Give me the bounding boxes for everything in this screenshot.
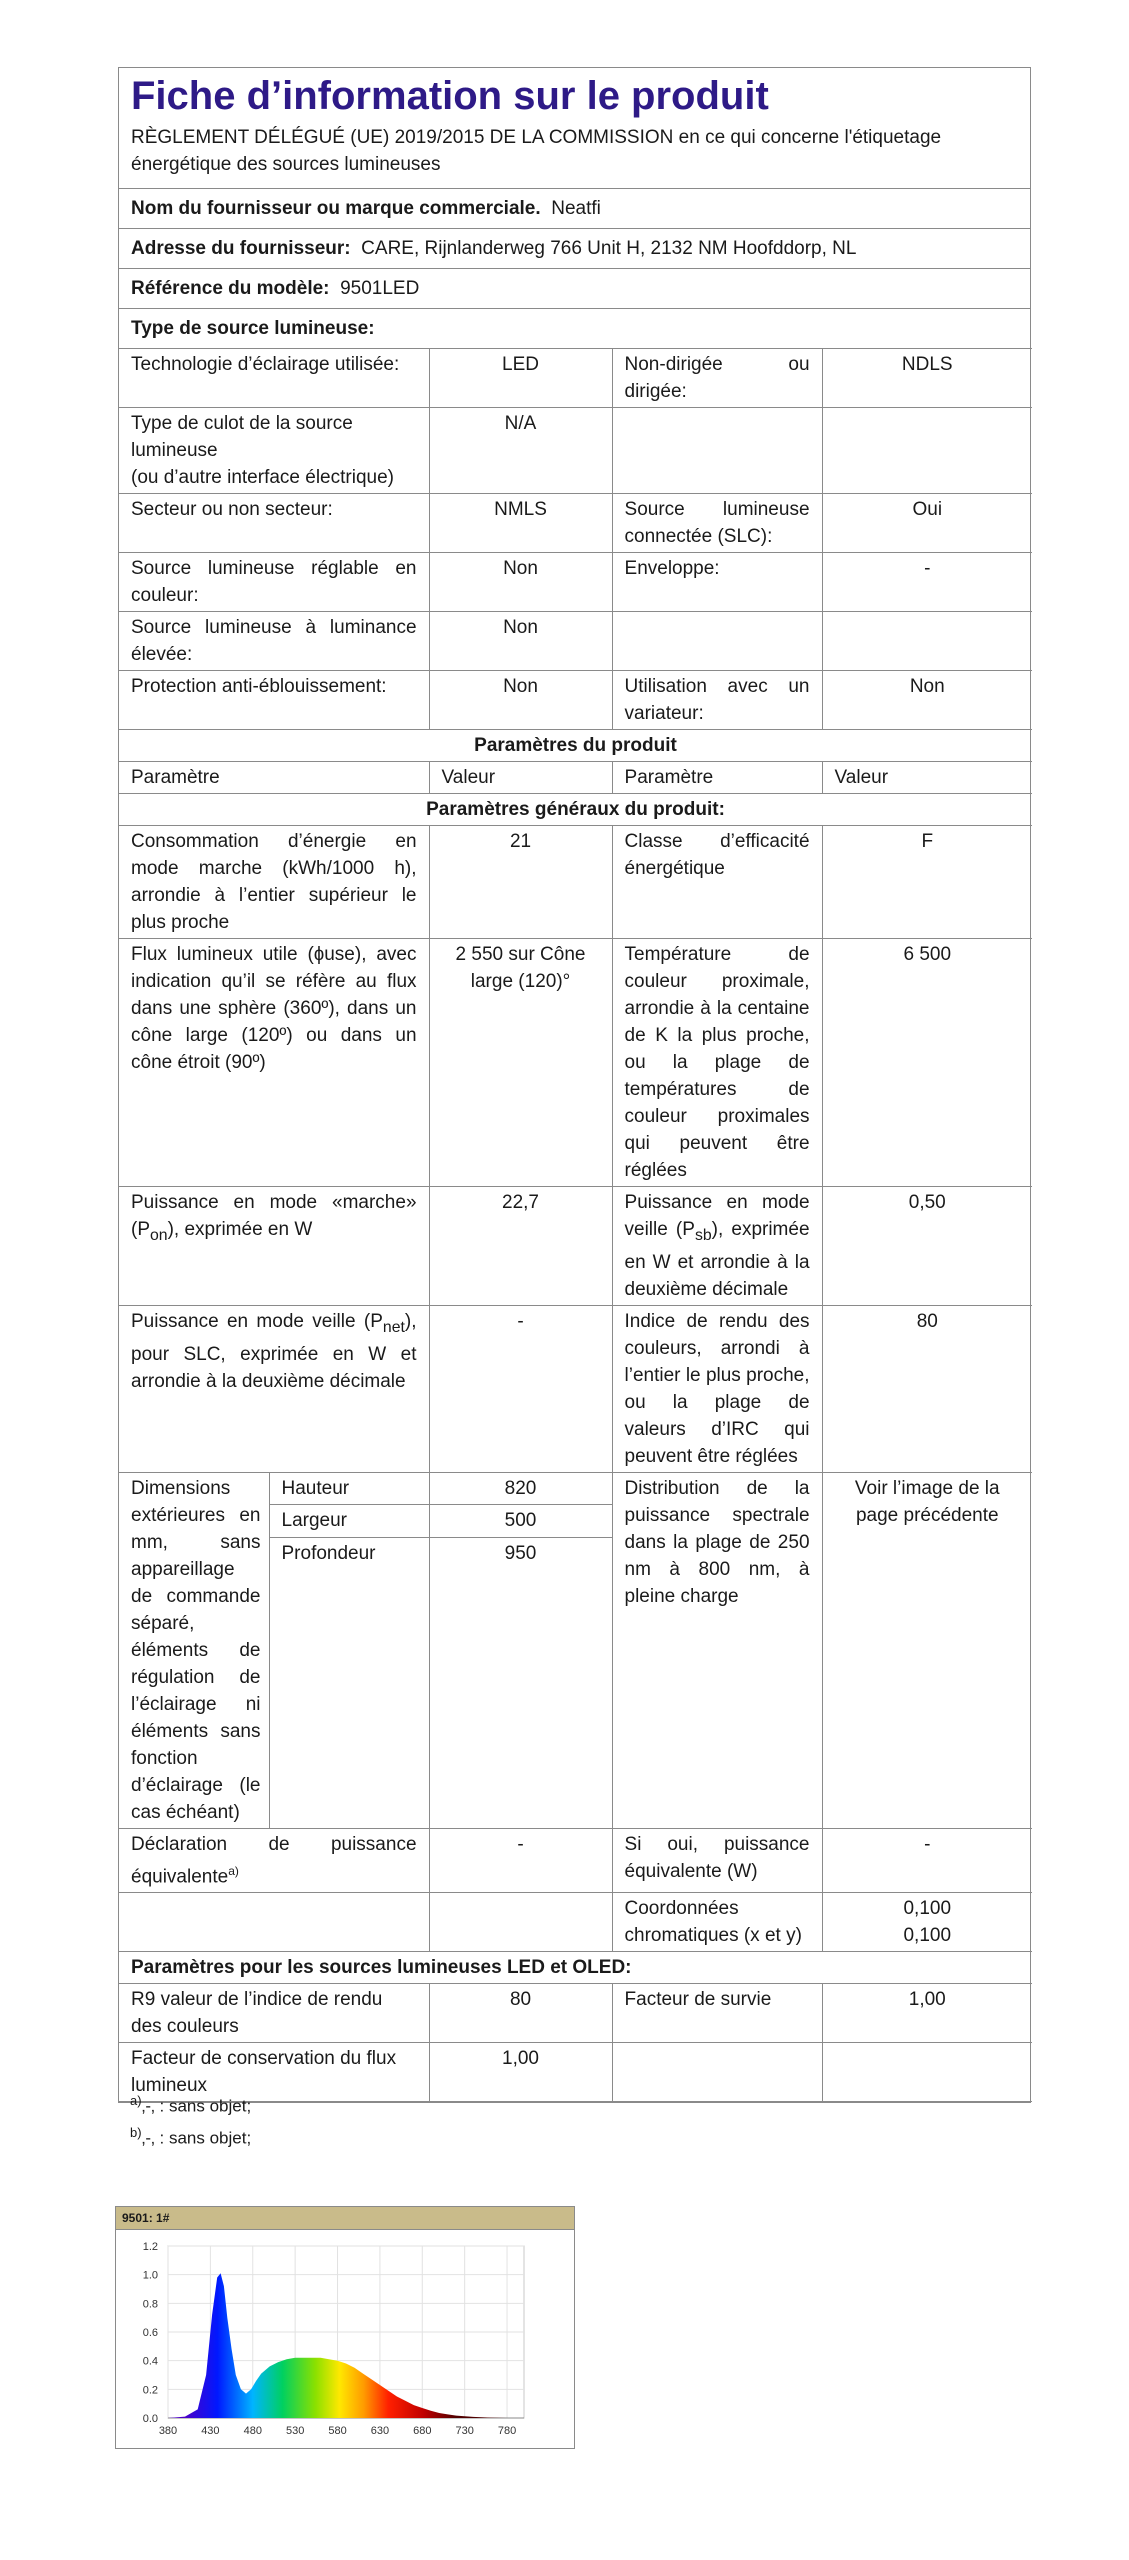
depth-value: 950 (429, 1537, 612, 1828)
table-row (119, 826, 1032, 939)
equiv-w-value: - (822, 1828, 1032, 1892)
psb-sub: sb (694, 1226, 712, 1244)
parameters-table (119, 348, 1032, 2102)
directed-value: NDLS (822, 349, 1032, 408)
x-tick-label: 380 (158, 2425, 178, 2437)
class-label: Classe d’efficacité énergétique (612, 826, 822, 939)
table-row (119, 671, 1032, 730)
height-value: 820 (429, 1472, 612, 1505)
maintenance-value: 1,00 (429, 2043, 612, 2102)
address-value: CARE, Rijnlanderweg 766 Unit H, 2132 NM Hoofddorp, NL (361, 238, 857, 259)
pnet-label (119, 1305, 429, 1472)
pon-label (119, 1187, 429, 1306)
connected-value: Oui (822, 494, 1032, 553)
table-row (119, 730, 1032, 762)
psb-label-a: Puissance en mode veille (P (624, 1192, 810, 1240)
pon-label-a: Puissance en mode «marche» (P (131, 1192, 417, 1240)
x-tick-label: 730 (455, 2425, 474, 2437)
empty-cell (822, 2043, 1032, 2102)
consumption-label: Consommation d’énergie en mode marche (kWh/1000 h), arrondie à l’entier supérieur le plus proche (119, 826, 429, 939)
table-row (119, 2043, 1032, 2102)
height-label: Hauteur (269, 1472, 429, 1505)
cap-value: N/A (429, 408, 612, 494)
empty-cell (119, 1893, 429, 1952)
colour-label: Source lumineuse réglable en couleur: (119, 553, 429, 612)
survival-value: 1,00 (822, 1984, 1032, 2043)
equiv-w-label: Si oui, puissance équivalente (W) (612, 1828, 822, 1892)
equiv-sup: a) (228, 1863, 239, 1878)
product-params-header: Paramètres du produit (119, 730, 1032, 762)
col-value-header: Valeur (429, 762, 612, 794)
pon-value: 22,7 (429, 1187, 612, 1306)
equiv-value: - (429, 1828, 612, 1892)
width-value: 500 (429, 1505, 612, 1538)
x-tick-label: 530 (285, 2425, 305, 2437)
empty-cell (429, 1893, 612, 1952)
led-params-header: Paramètres pour les sources lumineuses LED et OLED: (119, 1952, 1032, 1984)
model-label: Référence du modèle: (131, 278, 330, 299)
table-row (119, 408, 1032, 494)
x-tick-label: 780 (497, 2425, 517, 2437)
address-row (119, 228, 1030, 268)
x-tick-label: 480 (243, 2425, 262, 2437)
pnet-label-b: ), pour SLC, exprimée en W et arrondie à la deuxième décimale (131, 1310, 417, 1392)
model-value: 9501LED (340, 278, 420, 299)
spd-value: Voir l’image de la page précédente (822, 1472, 1032, 1828)
depth-label: Profondeur (269, 1537, 429, 1828)
cap-label-2: (ou d’autre interface électrique) (131, 467, 394, 488)
envelope-value: - (822, 553, 1032, 612)
y-tick-label: 0.6 (142, 2327, 158, 2339)
footnote-a-mark: a) (130, 2093, 142, 2108)
survival-label: Facteur de survie (612, 1984, 822, 2043)
x-tick-label: 680 (413, 2425, 432, 2437)
psb-label (612, 1187, 822, 1306)
table-row (119, 494, 1032, 553)
empty-cell (612, 612, 822, 671)
x-tick-label: 630 (370, 2425, 390, 2437)
x-axis-ticks (159, 2425, 516, 2437)
col-param-header: Paramètre (119, 762, 429, 794)
table-row (119, 1952, 1032, 1984)
y-tick-label: 0.4 (142, 2355, 158, 2368)
dimmer-value: Non (822, 671, 1032, 730)
page-title: Fiche d’information sur le produit (131, 74, 769, 118)
cri-value: 80 (822, 1305, 1032, 1472)
connected-label: Source lumineuse connectée (SLC): (612, 494, 822, 553)
x-tick-label: 430 (201, 2425, 220, 2437)
chroma-label: Coordonnées chromatiques (x et y) (612, 1893, 822, 1952)
envelope-label: Enveloppe: (612, 553, 822, 612)
pnet-label-a: Puissance en mode veille (P (131, 1310, 383, 1332)
type-header-row (119, 308, 1030, 348)
supplier-row (119, 188, 1030, 228)
r9-value: 80 (429, 1984, 612, 2043)
footnote-a (130, 2090, 251, 2118)
cct-value: 6 500 (822, 939, 1032, 1187)
chroma-y: 0,100 (903, 1925, 952, 1947)
chart-header: 9501: 1# (116, 2207, 574, 2230)
col-value-header-2: Valeur (822, 762, 1032, 794)
footnote-a-text: ‚-‚ : sans objet; (141, 2096, 252, 2116)
y-tick-label: 0.0 (142, 2413, 158, 2425)
tech-value: LED (429, 349, 612, 408)
equiv-label (119, 1828, 429, 1892)
x-tick-label: 580 (328, 2425, 347, 2437)
table-row (119, 794, 1032, 826)
address-label: Adresse du fournisseur: (131, 238, 351, 259)
empty-cell (822, 408, 1032, 494)
luminance-value: Non (429, 612, 612, 671)
glare-value: Non (429, 671, 612, 730)
pon-sub: on (150, 1226, 168, 1244)
table-row (119, 612, 1032, 671)
equiv-label-text: Déclaration de puissance équivalente (131, 1833, 417, 1888)
table-row (119, 762, 1032, 794)
footnote-b-mark: b) (130, 2125, 142, 2140)
empty-cell (822, 612, 1032, 671)
flux-label: Flux lumineux utile (ɸuse), avec indication qu’il se réfère au flux dans une sphère (360º), dans un cône large (120º) ou dans un cône étroit (90º) (119, 939, 429, 1187)
type-header: Type de source lumineuse: (131, 318, 375, 339)
psb-value: 0,50 (822, 1187, 1032, 1306)
table-row (119, 553, 1032, 612)
maintenance-label: Facteur de conservation du flux lumineux (119, 2043, 429, 2102)
glare-label: Protection anti-éblouissement: (119, 671, 429, 730)
footnote-b-text: ‚-‚ : sans objet; (141, 2128, 252, 2148)
table-row (119, 1472, 1032, 1505)
table-row (119, 1984, 1032, 2043)
chroma-x: 0,100 (903, 1898, 952, 1920)
consumption-value: 21 (429, 826, 612, 939)
pon-label-b: ), exprimée en W (167, 1219, 313, 1240)
col-param-header-2: Paramètre (612, 762, 822, 794)
cri-label: Indice de rendu des couleurs, arrondi à l’entier le plus proche, ou la plage de valeurs d’IRC qui peuvent être réglées (612, 1305, 822, 1472)
supplier-label: Nom du fournisseur ou marque commerciale. (131, 198, 541, 219)
product-information-sheet (118, 67, 1031, 2103)
spectrum-chart-panel (115, 2206, 575, 2449)
tech-label: Technologie d’éclairage utilisée: (119, 349, 429, 408)
mains-value: NMLS (429, 494, 612, 553)
table-row (119, 939, 1032, 1187)
luminance-label: Source lumineuse à luminance élevée: (119, 612, 429, 671)
pnet-sub: net (382, 1318, 405, 1336)
flux-value: 2 550 sur Cône large (120)° (429, 939, 612, 1187)
spectrum-chart (116, 2230, 572, 2446)
empty-cell (612, 408, 822, 494)
table-row (119, 1305, 1032, 1472)
y-tick-label: 1.2 (142, 2241, 158, 2253)
empty-cell (612, 2043, 822, 2102)
psb-label-b: ), exprimée en W et arrondie à la deuxième décimale (624, 1219, 810, 1300)
dimensions-label: Dimensions extérieures en mm, sans appareillage de commande séparé, éléments de régulation de l’éclairage ni éléments sans fonction d’éclairage (le cas échéant) (119, 1472, 269, 1828)
table-row (119, 1187, 1032, 1306)
directed-label: Non-dirigée ou dirigée: (612, 349, 822, 408)
mains-label: Secteur ou non secteur: (119, 494, 429, 553)
table-row (119, 1893, 1032, 1952)
colour-value: Non (429, 553, 612, 612)
table-row (119, 349, 1032, 408)
supplier-value: Neatfi (551, 198, 601, 219)
cct-label: Température de couleur proximale, arrondie à la centaine de K la plus proche, ou la plage de températures de couleur proximales qui peuvent être réglées (612, 939, 822, 1187)
width-label: Largeur (269, 1505, 429, 1538)
pnet-value: - (429, 1305, 612, 1472)
general-params-header: Paramètres généraux du produit: (119, 794, 1032, 826)
y-tick-label: 0.2 (142, 2384, 158, 2397)
r9-label: R9 valeur de l’indice de rendu des couleurs (119, 1984, 429, 2043)
spd-label: Distribution de la puissance spectrale dans la plage de 250 nm à 800 nm, à pleine charge (612, 1472, 822, 1828)
model-row (119, 268, 1030, 308)
footnote-b (130, 2122, 251, 2150)
table-row (119, 1828, 1032, 1892)
y-axis-ticks (143, 2241, 158, 2425)
regulation-subtitle: RÈGLEMENT DÉLÉGUÉ (UE) 2019/2015 DE LA COMMISSION en ce qui concerne l'étiquetage énergétique des sources lumineuses (131, 127, 942, 175)
dimmer-label: Utilisation avec un variateur: (612, 671, 822, 730)
chroma-value-cell (822, 1893, 1032, 1952)
y-tick-label: 1.0 (142, 2269, 158, 2282)
class-value: F (822, 826, 1032, 939)
cap-label: Type de culot de la source lumineuse (131, 413, 353, 461)
y-tick-label: 0.8 (142, 2298, 158, 2311)
cap-label-cell (119, 408, 429, 494)
